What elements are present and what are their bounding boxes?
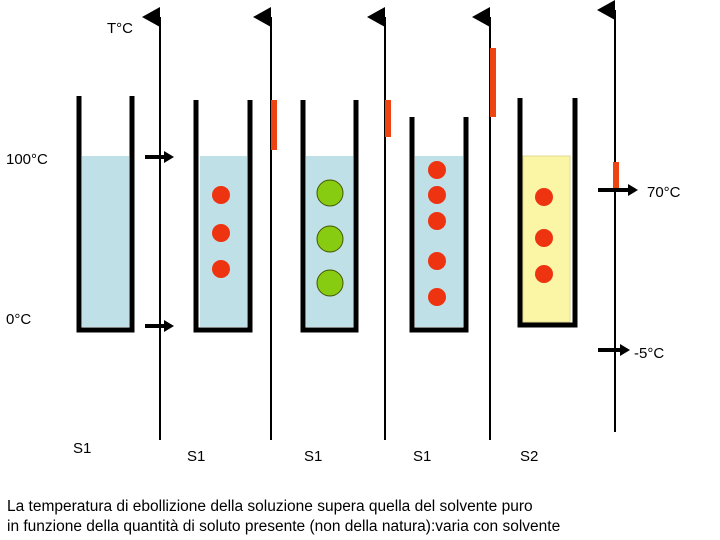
- particle: [428, 288, 446, 306]
- particle: [428, 186, 446, 204]
- particle: [212, 260, 230, 278]
- boiling-marker-5: [613, 162, 619, 190]
- boiling-marker-4: [490, 48, 496, 117]
- particle: [428, 252, 446, 270]
- particle: [317, 270, 343, 296]
- particle: [317, 180, 343, 206]
- caption: [7, 497, 560, 537]
- particle: [212, 186, 230, 204]
- tube-label-1: S1: [73, 440, 92, 457]
- particle: [317, 226, 343, 252]
- tube-label-4: S1: [413, 448, 432, 465]
- tube-1: [79, 96, 132, 330]
- label-minus5c: -5°C: [634, 345, 665, 362]
- particle: [212, 224, 230, 242]
- boiling-marker-3: [385, 100, 391, 137]
- tube-label-5: S2: [520, 448, 539, 465]
- particle: [535, 188, 553, 206]
- tube-label-3: S1: [304, 448, 323, 465]
- tube-5: [520, 98, 575, 325]
- label-0c: 0°C: [6, 311, 32, 328]
- boiling-marker-2: [271, 100, 277, 150]
- tube-2: [196, 100, 250, 330]
- tube-label-2: S1: [187, 448, 206, 465]
- tube-1-liquid: [82, 156, 129, 327]
- axis-title: T°C: [107, 20, 133, 37]
- caption-line-1: La temperatura di ebollizione della soluzione supera quella del solvente puro: [7, 498, 533, 515]
- caption-line-2: in funzione della quantità di soluto presente (non della natura):varia con solvente: [7, 518, 561, 535]
- particle: [428, 161, 446, 179]
- particle: [535, 265, 553, 283]
- label-70c: 70°C: [647, 184, 681, 201]
- label-100c: 100°C: [6, 151, 48, 168]
- particle: [535, 229, 553, 247]
- particle: [428, 212, 446, 230]
